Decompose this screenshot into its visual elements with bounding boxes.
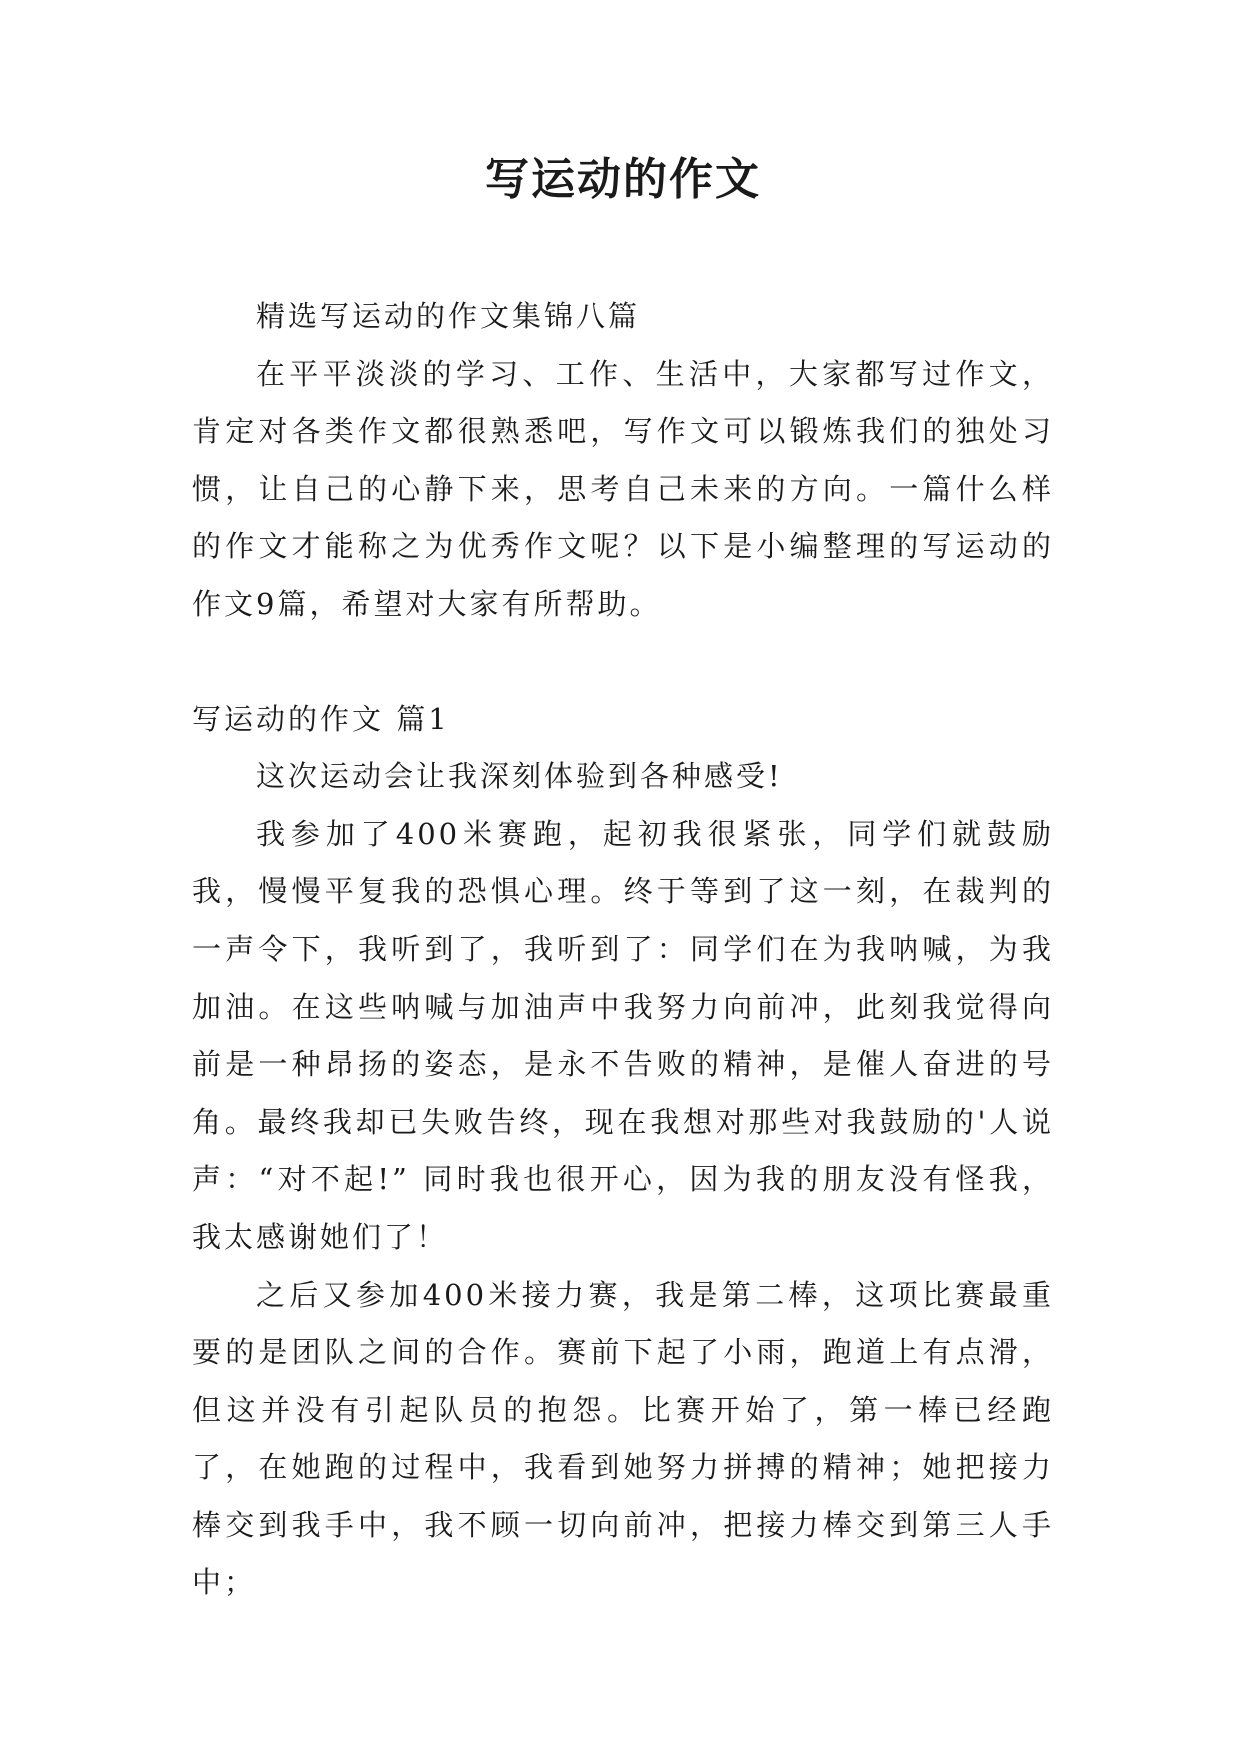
section-paragraph: 我参加了400米赛跑，起初我很紧张，同学们就鼓励我，慢慢平复我的恐惧心理。终于等到了这一刻，在裁判的一声令下，我听到了，我听到了：同学们在为我呐喊，为我加油。在这些呐喊与加油声中我努力向前冲，此刻我觉得向前是一种昂扬的姿态，是永不告败的精神，是催人奋进的号角。最终我却已失败告终，现在我想对那些对我鼓励的'人说声：“对不起!” 同时我也很开心，因为我的朋友没有怪我，我太感谢她们了！ — [192, 816, 1054, 1254]
intro-paragraph: 在平平淡淡的学习、工作、生活中，大家都写过作文，肯定对各类作文都很熟悉吧，写作文可以锻炼我们的独处习惯，让自己的心静下来，思考自己未来的方向。一篇什么样的作文才能称之为优秀作文呢？以下是小编整理的写运动的作文9篇，希望对大家有所帮助。 — [192, 356, 1054, 621]
document-title: 写运动的作文 — [485, 154, 761, 205]
document-body — [192, 288, 1054, 1612]
section-paragraph: 之后又参加400米接力赛，我是第二棒，这项比赛最重要的是团队之间的合作。赛前下起了小雨，跑道上有点滑，但这并没有引起队员的抱怨。比赛开始了，第一棒已经跑了，在她跑的过程中，我看到她努力拼搏的精神；她把接力棒交到我手中，我不顾一切向前冲，把接力棒交到第三人手中； — [192, 1277, 1054, 1600]
section-paragraph: 这次运动会让我深刻体验到各种感受! — [256, 759, 783, 794]
intro-paragraph: 精选写运动的作文集锦八篇 — [256, 299, 641, 333]
document-page — [192, 0, 1054, 1754]
section-heading: 写运动的作文 篇1 — [192, 701, 450, 736]
